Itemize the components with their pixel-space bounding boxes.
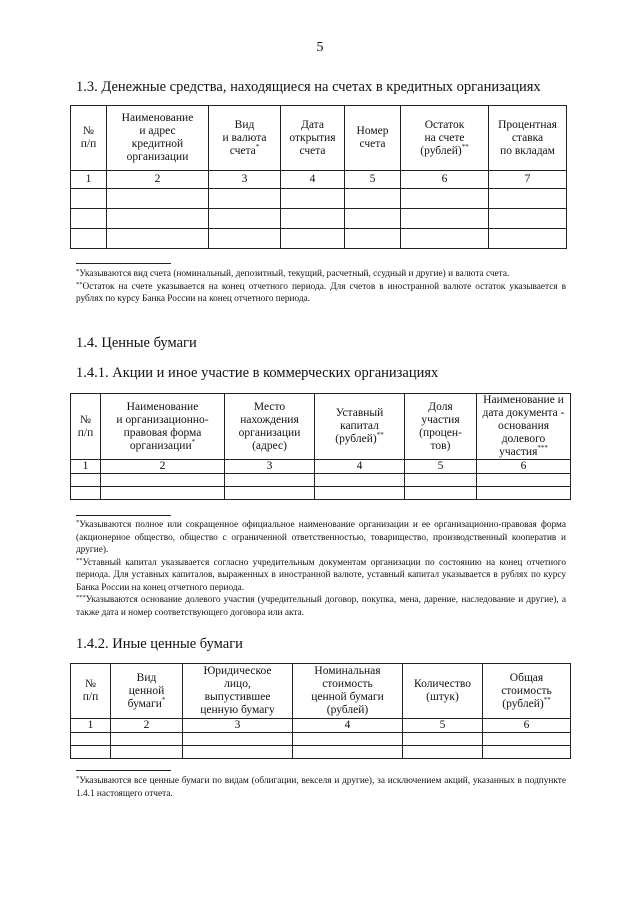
empty-cell[interactable] [107, 229, 209, 249]
header-line: выпустившее [204, 691, 271, 703]
header-line: счета [359, 138, 386, 150]
header-line: № [80, 413, 91, 426]
header-line: (штук) [426, 691, 459, 703]
column-number-cell: 5 [345, 171, 401, 189]
footnote-mark: ** [461, 142, 469, 151]
header-line: Наименование и [483, 394, 564, 406]
header-line: ценной бумаги [311, 691, 384, 703]
empty-cell[interactable] [183, 733, 293, 746]
column-number-row [71, 719, 571, 733]
header-line: Вид [136, 671, 157, 684]
header-line: (адрес) [252, 439, 287, 452]
header-line: стоимость [322, 678, 373, 690]
empty-cell[interactable] [281, 209, 345, 229]
header-line: долевого [501, 433, 546, 445]
empty-cell[interactable] [281, 189, 345, 209]
empty-cell[interactable] [403, 733, 483, 746]
empty-cell[interactable] [345, 209, 401, 229]
empty-cell[interactable] [225, 487, 315, 500]
footnote-mark: * [191, 437, 196, 446]
empty-cell[interactable] [293, 733, 403, 746]
header-line: организации [238, 426, 301, 439]
header-line: открытия [289, 131, 336, 144]
empty-cell[interactable] [111, 733, 183, 746]
header-line: организации [126, 151, 189, 163]
footnote-separator [76, 515, 171, 516]
footnote-mark: ** [76, 280, 83, 288]
empty-cell[interactable] [403, 746, 483, 759]
footnote-mark: * [255, 142, 260, 151]
footnote-separator [76, 770, 171, 771]
table-row [71, 733, 571, 746]
empty-cell[interactable] [101, 487, 225, 500]
header-line: ставка [511, 131, 544, 144]
section-1-4-title: 1.4. Ценные бумаги [76, 335, 197, 351]
table-row [71, 209, 567, 229]
header-line: ценной [128, 684, 165, 697]
empty-cell[interactable] [281, 229, 345, 249]
footnote-mark: * [161, 695, 166, 704]
footnote [76, 557, 566, 595]
header-line: и адрес [139, 125, 176, 137]
footnote-mark: ** [376, 431, 384, 439]
empty-cell[interactable] [401, 189, 489, 209]
empty-cell[interactable] [71, 733, 111, 746]
footnote-text: Остаток на счете указывается на конец отчетного периода. Для счетов в иностранной валюте остаток указывается в рублях по курсу Банка России на конец отчетного периода. [76, 281, 566, 304]
footnote-mark: *** [76, 594, 86, 601]
empty-cell[interactable] [315, 474, 405, 487]
column-number-row [71, 460, 571, 474]
empty-cell[interactable] [71, 474, 101, 487]
header-cell [477, 394, 571, 460]
table-row [71, 487, 571, 500]
header-line: п/п [80, 138, 97, 150]
empty-cell[interactable] [489, 209, 567, 229]
header-line: ценную бумагу [200, 704, 275, 716]
header-line: Дата [301, 118, 324, 131]
column-number-cell: 4 [293, 719, 403, 733]
column-number-cell: 5 [403, 719, 483, 733]
footnote-mark: ** [543, 695, 551, 704]
header-line: № [83, 125, 94, 137]
page-number: 5 [316, 40, 324, 55]
empty-cell[interactable] [209, 229, 281, 249]
header-line: № [85, 678, 96, 690]
header-line: Место [253, 400, 286, 413]
header-cell [293, 664, 403, 719]
header-line: организации [129, 439, 192, 452]
header-cell [315, 394, 405, 460]
header-cell [101, 394, 225, 460]
header-cell [405, 394, 477, 460]
header-cell [401, 106, 489, 171]
header-line: п/п [82, 691, 99, 703]
section-1-4-2-title: 1.4.2. Иные ценные бумаги [76, 636, 243, 652]
table-row [71, 474, 571, 487]
header-cell [403, 664, 483, 719]
header-line: по вкладам [500, 144, 555, 157]
empty-cell[interactable] [477, 487, 571, 500]
header-line: лицо, [224, 678, 251, 690]
empty-cell[interactable] [71, 189, 107, 209]
empty-cell[interactable] [107, 209, 209, 229]
header-line: (рублей) [326, 704, 369, 716]
footnote [76, 594, 566, 619]
header-row [71, 394, 571, 460]
column-number-cell: 2 [101, 460, 225, 474]
footnote [76, 268, 566, 281]
empty-cell[interactable] [71, 746, 111, 759]
header-line: правовая форма [123, 426, 202, 439]
empty-cell[interactable] [101, 474, 225, 487]
column-number-cell: 3 [209, 171, 281, 189]
empty-cell[interactable] [315, 487, 405, 500]
header-line: стоимость [501, 684, 552, 697]
column-number-cell: 2 [107, 171, 209, 189]
header-line: Вид [234, 118, 255, 131]
header-line: п/п [77, 426, 94, 439]
footnote-mark: *** [537, 444, 548, 452]
column-number-cell: 5 [405, 460, 477, 474]
header-cell [107, 106, 209, 171]
footnote [76, 281, 566, 306]
column-number-cell: 2 [111, 719, 183, 733]
header-line: Наименование [121, 112, 194, 124]
header-line: Наименование [126, 400, 199, 413]
header-line: основания [497, 420, 550, 432]
empty-cell[interactable] [209, 209, 281, 229]
column-number-row [71, 171, 567, 189]
header-line: нахождения [240, 413, 299, 426]
empty-cell[interactable] [111, 746, 183, 759]
footnote-mark: * [76, 519, 80, 526]
footnote-mark: * [76, 775, 80, 782]
empty-cell[interactable] [225, 474, 315, 487]
header-cell [183, 664, 293, 719]
header-row [71, 664, 571, 719]
header-cell [111, 664, 183, 719]
footnote-mark: * [76, 268, 80, 275]
empty-cell[interactable] [405, 487, 477, 500]
header-line: Юридическое [203, 665, 272, 677]
column-number-cell: 6 [483, 719, 571, 733]
header-cell [345, 106, 401, 171]
header-line: тов) [430, 439, 451, 452]
empty-cell[interactable] [209, 189, 281, 209]
section-1-3-title: 1.3. Денежные средства, находящиеся на счетах в кредитных организациях [76, 79, 541, 95]
footnotes-1-3 [76, 268, 566, 306]
header-cell [71, 394, 101, 460]
empty-cell[interactable] [107, 189, 209, 209]
header-line: участия [499, 446, 538, 458]
column-number-cell: 1 [71, 719, 111, 733]
empty-cell[interactable] [405, 474, 477, 487]
column-number-cell: 3 [225, 460, 315, 474]
shares-table [70, 393, 571, 500]
header-line: (рублей) [502, 697, 544, 710]
header-line: Уставный [335, 407, 384, 419]
column-number-cell: 4 [281, 171, 345, 189]
table-row [71, 189, 567, 209]
column-number-cell: 1 [71, 171, 107, 189]
header-line: и организационно- [116, 413, 209, 426]
section-1-4-1-title: 1.4.1. Акции и иное участие в коммерческих организациях [76, 365, 439, 381]
other-securities-table [70, 663, 571, 759]
header-line: кредитной [131, 138, 184, 150]
header-cell [71, 106, 107, 171]
empty-cell[interactable] [345, 229, 401, 249]
footnote-separator [76, 263, 171, 264]
header-cell [281, 106, 345, 171]
header-line: Доля [428, 400, 453, 413]
footnote [76, 775, 566, 800]
footnote-text: Указываются полное или сокращенное официальное наименование организации и ее организационно-правовая форма (акционерное общество, общество с ограниченной ответственностью, товарищество, производственный кооператив и другие). [76, 520, 566, 555]
empty-cell[interactable] [345, 189, 401, 209]
empty-cell[interactable] [401, 229, 489, 249]
header-line: (рублей) [335, 433, 377, 445]
header-row [71, 106, 567, 171]
header-line: Номер [356, 125, 389, 137]
empty-cell[interactable] [401, 209, 489, 229]
footnote-mark: ** [76, 556, 83, 564]
header-line: Количество [414, 678, 471, 690]
column-number-cell: 6 [477, 460, 571, 474]
header-line: участия [421, 413, 460, 426]
header-cell [71, 664, 111, 719]
column-number-cell: 7 [489, 171, 567, 189]
empty-cell[interactable] [71, 209, 107, 229]
footnotes-1-4-1 [76, 519, 566, 619]
column-number-cell: 4 [315, 460, 405, 474]
header-cell [225, 394, 315, 460]
bank-accounts-table [70, 105, 567, 249]
header-line: (рублей) [420, 144, 462, 157]
header-line: дата документа - [482, 407, 565, 419]
footnote-text: Уставный капитал указывается согласно учредительным документам организации по состоянию на конец отчетного периода. Для уставных капиталов, выраженных в иностранной валюте, уставный капитал указывается в рублях по курсу Банка России на конец отчетного периода. [76, 557, 566, 593]
table-row [71, 229, 567, 249]
header-cell [489, 106, 567, 171]
header-line: счета [229, 144, 256, 157]
empty-cell[interactable] [293, 746, 403, 759]
footnote-text: Указываются все ценные бумаги по видам (облигации, векселя и другие), за исключением акций, указанных в подпункте 1.4.1 настоящего отчета. [76, 776, 566, 799]
empty-cell[interactable] [489, 189, 567, 209]
footnote-text: Указываются вид счета (номинальный, депозитный, текущий, расчетный, ссудный и другие) и валюта счета. [79, 269, 510, 279]
column-number-cell: 1 [71, 460, 101, 474]
empty-cell[interactable] [71, 487, 101, 500]
footnote [76, 519, 566, 557]
empty-cell[interactable] [483, 746, 571, 759]
header-line: и валюта [222, 131, 267, 144]
footnote-text: Указываются основание долевого участия (учредительный договор, покупка, мена, дарение, наследование и другие), а также дата и номер соответствующего договора или акта. [76, 595, 566, 618]
header-line: Остаток [424, 118, 465, 131]
empty-cell[interactable] [71, 229, 107, 249]
header-line: бумаги [127, 697, 162, 710]
header-cell [209, 106, 281, 171]
empty-cell[interactable] [489, 229, 567, 249]
column-number-cell: 6 [401, 171, 489, 189]
header-line: на счете [424, 131, 465, 144]
table-row [71, 746, 571, 759]
header-line: Процентная [498, 118, 557, 131]
header-line: Номинальная [314, 665, 381, 677]
header-line: Общая [509, 671, 544, 684]
column-number-cell: 3 [183, 719, 293, 733]
header-cell [483, 664, 571, 719]
header-line: (процен- [419, 426, 462, 439]
empty-cell[interactable] [477, 474, 571, 487]
header-line: счета [299, 144, 326, 157]
empty-cell[interactable] [183, 746, 293, 759]
header-line: капитал [340, 420, 379, 432]
footnotes-1-4-2 [76, 775, 566, 800]
empty-cell[interactable] [483, 733, 571, 746]
